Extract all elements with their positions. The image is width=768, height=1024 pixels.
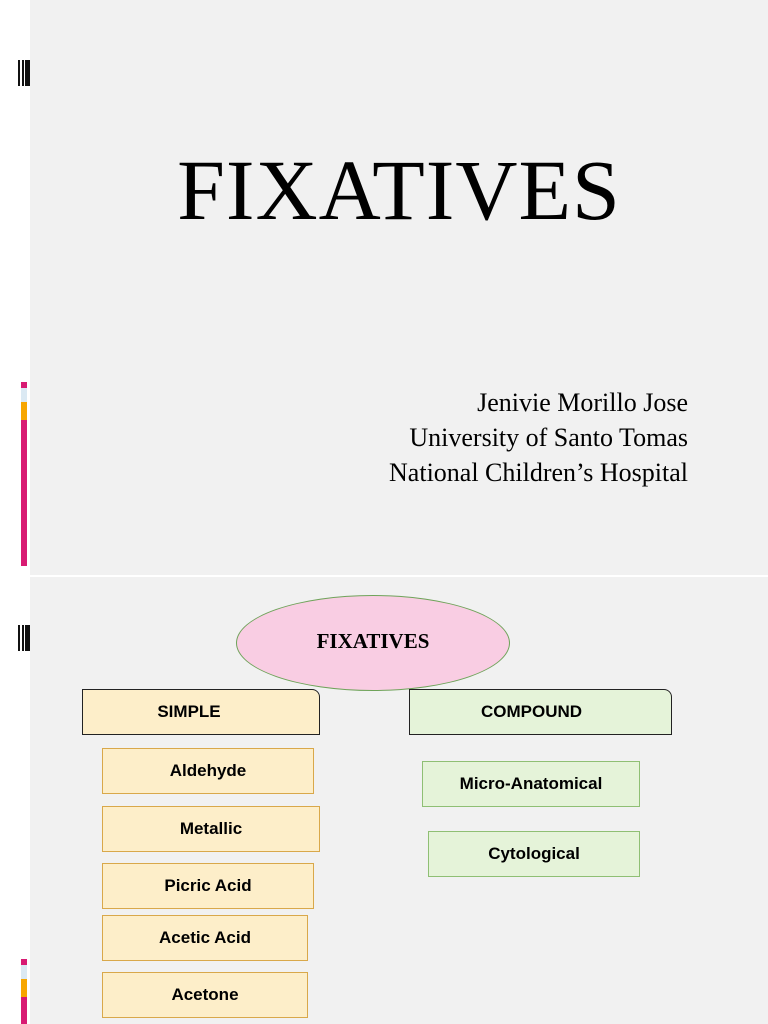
author-hospital: National Children’s Hospital bbox=[389, 458, 688, 487]
slide-title: FIXATIVES bbox=[177, 142, 621, 238]
author-name: Jenivie Morillo Jose bbox=[477, 388, 688, 417]
simple-label: SIMPLE bbox=[157, 702, 221, 721]
simple-item-acetone: Acetone bbox=[102, 972, 308, 1018]
compound-label: COMPOUND bbox=[480, 702, 583, 721]
compound-item-micro-anatomical: Micro-Anatomical bbox=[422, 761, 640, 807]
fixatives-root-node bbox=[236, 595, 510, 691]
simple-item-acetic-acid: Acetic Acid bbox=[102, 915, 308, 961]
corner-bars-icon bbox=[18, 625, 30, 651]
side-accent-bar bbox=[21, 959, 27, 1024]
author-block bbox=[389, 385, 688, 490]
simple-item-aldehyde: Aldehyde bbox=[102, 748, 314, 794]
classification-slide bbox=[0, 577, 768, 1024]
simple-item-metallic: Metallic bbox=[102, 806, 320, 852]
simple-category-box bbox=[82, 689, 320, 735]
author-university: University of Santo Tomas bbox=[409, 423, 688, 452]
simple-item-picric-acid: Picric Acid bbox=[102, 863, 314, 909]
compound-item-cytological: Cytological bbox=[428, 831, 640, 877]
side-accent-bar bbox=[21, 382, 27, 566]
compound-category-box bbox=[409, 689, 672, 735]
corner-bars-icon bbox=[18, 60, 30, 86]
root-label: FIXATIVES bbox=[316, 628, 430, 653]
